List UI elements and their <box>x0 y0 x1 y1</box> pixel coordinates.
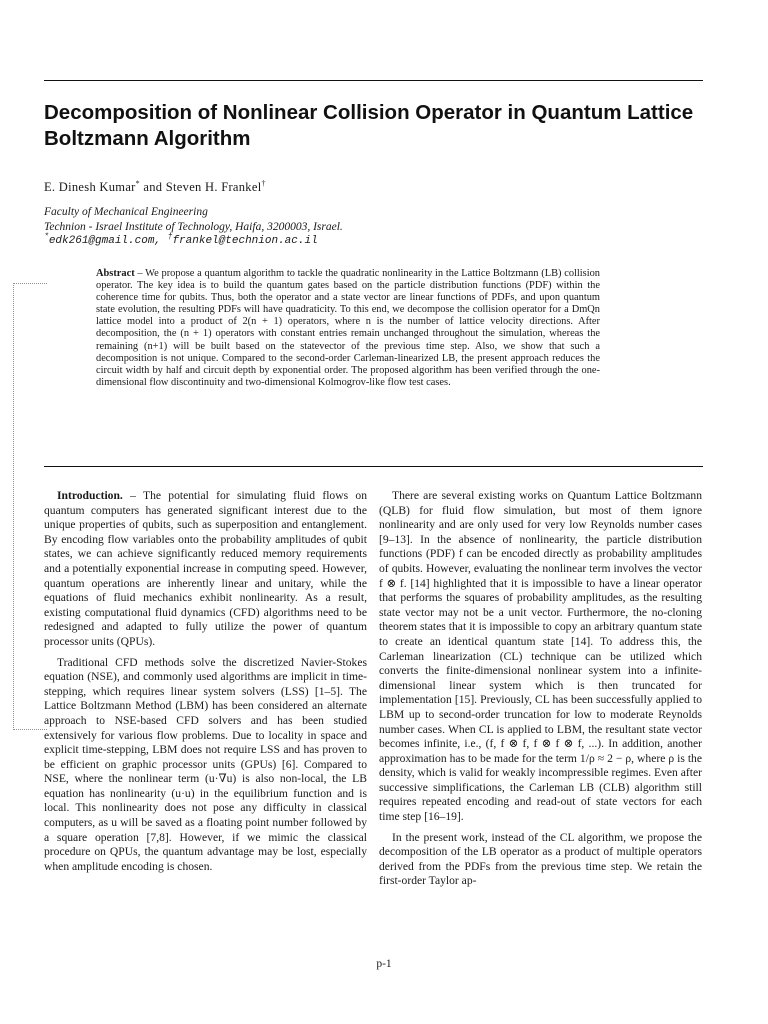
page-number: p-1 <box>376 958 392 970</box>
right-column <box>379 489 702 895</box>
affiliation <box>44 205 343 235</box>
author-mark: * <box>135 178 140 188</box>
email-address: frankel@technion.ac.il <box>172 235 318 247</box>
paragraph: Traditional CFD methods solve the discretized Navier-Stokes equation (NSE), and commonly used algorithms are implicit in time-stepping, which requires linear system solvers (LSS) [1–5]. The Lattice Boltzmann Method (LBM) has been considered an alternate approach to NSE-based CFD solvers and has been studied extensively for various flow problems. Due to locality in space and explicit time-stepping, LBM does not require LSS and has proven to be efficient on graphic processor units (GPUs) [6]. Compared to NSE, where the nonlinear term (u·∇u) is also non-local, the LB equation has nonlinearity (u·u) in the equilibrium function and is local. This nonlinearity does not pose any difficulty in classical computers, as u will be saved as a floating point number followed by a square operation [7,8]. However, if we mimic the classical procedure on QPUs, the quantum advantage may be lost, especially when amplitude encoding is chosen. <box>44 655 367 873</box>
section-rule <box>44 466 703 467</box>
affiliation-institute: Technion - Israel Institute of Technology, Haifa, 3200003, Israel. <box>44 221 343 233</box>
paragraph: There are several existing works on Quantum Lattice Boltzmann (QLB) for fluid flow simulation, but most of them ignore nonlinearity and are only used for very low Reynolds number cases [9–13]. In the absence of nonlinearity, the particle distribution functions (PDF) f can be encoded directly as probability amplitudes of qubits. However, evaluating the nonlinear term involves the vector f ⊗ f. [14] highlighted that it is impossible to have a linear operator that performs the squares of probability amplitudes, as the resulting state vector may not be a unit vector. Furthermore, the no-cloning theorem states that it is impossible to copy an arbitrary quantum state to create an identical quantum state [14]. To address this, the Carleman linearization (CL) technique can be utilized which converts the finite-dimensional nonlinear system into a infinite-dimensional linear system which is then truncated for implementation [15]. Previously, CL has been successfully applied to LBM up to second-order truncation for low to moderate Reynolds number cases. When CL is applied to LBM, the resultant state vector becomes infinite, i.e., (f, f ⊗ f, f ⊗ f ⊗ f, ...). In addition, another approximation has to be made for the term 1/ρ ≈ 2 − ρ, where ρ is the density, which is valid for weakly incompressible regimes. Even after successive simplifications, the Carleman LB (CLB) algorithm still requires repeated encoding and read-out of state vectors for each time step [16–19]. <box>379 489 702 824</box>
author-list <box>44 180 266 195</box>
paper-title: Decomposition of Nonlinear Collision Operator in Quantum Lattice Boltzmann Algorithm <box>44 101 694 150</box>
email-mark: * <box>44 232 49 242</box>
top-rule <box>44 80 703 81</box>
abstract-label: Abstract <box>96 268 135 279</box>
author-conjunction: and <box>139 180 166 194</box>
paragraph-text: – The potential for simulating fluid flows on quantum computers has generated significant interest due to the unique properties of qubits, such as superposition and entanglement. By encoding flow variables onto the probability amplitudes of qubit states, we can achieve significantly reduced memory requirements and a potentially exponential increase in computing speed. However, quantum operations are inherently linear and unitary, while the equations of fluid mechanics exhibit nonlinearity. As a result, existing computational fluid dynamics (CFD) algorithms need to be redesigned and adapted to fully utilize the power of quantum processor units (QPUs). <box>44 489 367 648</box>
email-mark: † <box>167 232 173 242</box>
section-heading: Introduction. <box>57 489 123 502</box>
email-line <box>44 234 318 249</box>
abstract-text: – We propose a quantum algorithm to tackle the quadratic nonlinearity in the Lattice Boltzmann (LB) collision operator. The key idea is to build the quantum gates based on the particle distribution functions (PDF) within the coherence time for qubits. Thus, both the operator and a state vector are linear functions of PDFs, and upon quantum state evolution, the resulting PDFs will have quadraticity. To this end, we decompose the collision operator for a DmQn lattice model into a product of 2(n + 1) operators, where n is the number of lattice velocity directions. After decomposition, the (n + 1) operators with constant entries remain unchanged throughout the simulation, whereas the remaining (n+1) will be built based on the statevector of the previous time step. Also, we show that such a decomposition is not unique. Compared to the second-order Carleman-linearized LB, the present approach reduces the circuit width by half and circuit depth by exponential order. The proposed algorithm has been verified through the one-dimensional flow discontinuity and two-dimensional Kolmogrov-like flow test cases. <box>96 268 600 388</box>
email-address: edk261@gmail.com, <box>48 235 162 247</box>
paragraph <box>44 489 367 650</box>
affiliation-department: Faculty of Mechanical Engineering <box>44 206 208 218</box>
selection-highlight-box <box>13 283 47 730</box>
paragraph: In the present work, instead of the CL algorithm, we propose the decomposition of the LB operator as a product of multiple operators derived from the PDFs from the previous time step. We retain the first-order Taylor ap- <box>379 830 702 888</box>
author-name: E. Dinesh Kumar <box>44 180 136 194</box>
author-name: Steven H. Frankel <box>165 180 262 194</box>
author-mark: † <box>261 178 266 188</box>
left-column <box>44 489 367 880</box>
abstract <box>96 268 600 389</box>
